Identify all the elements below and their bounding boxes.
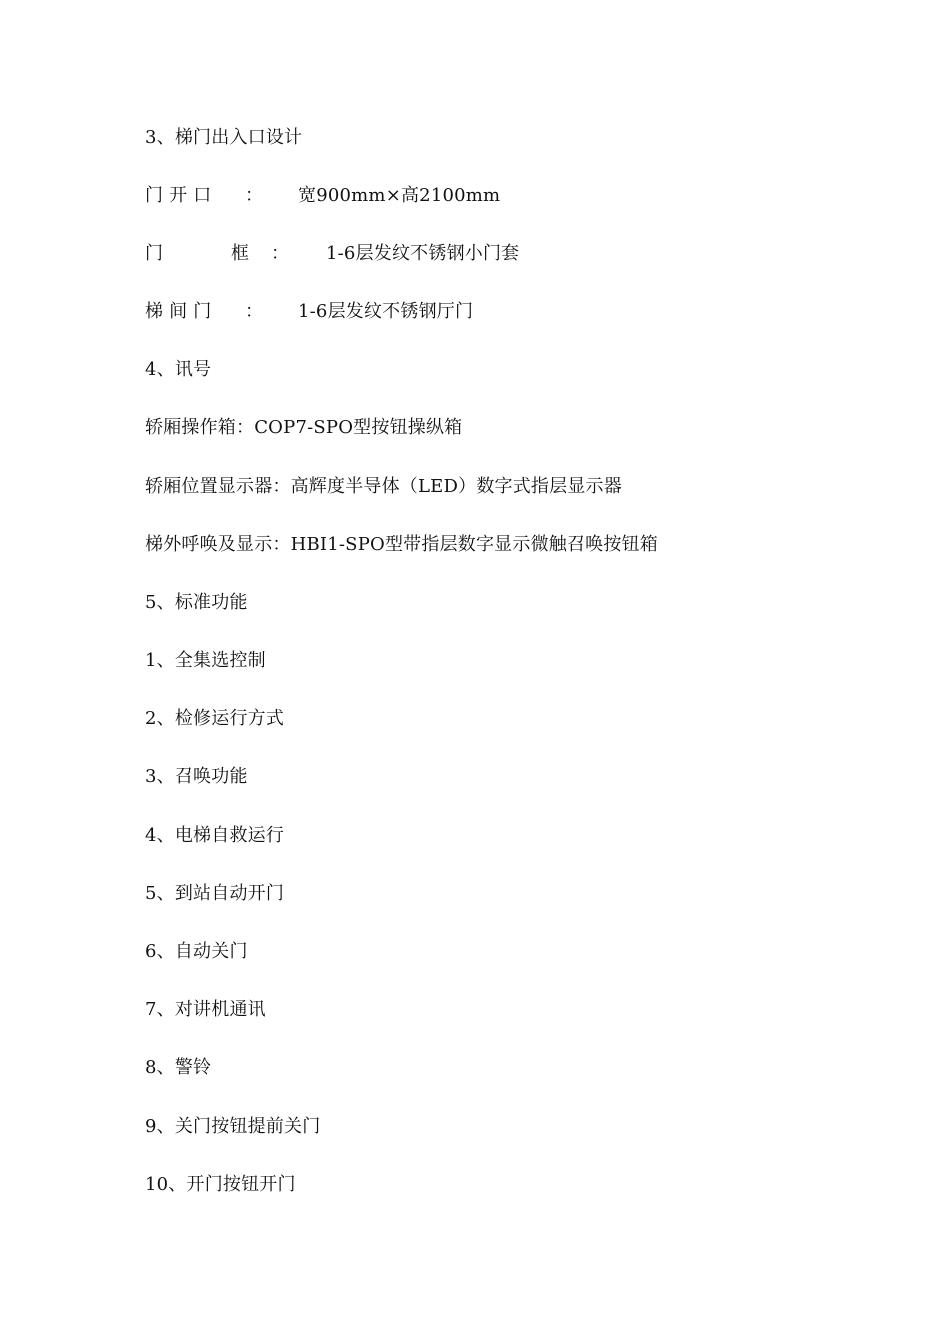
spec-row-landing-door [145, 301, 845, 323]
signal-line: 轿厢操作箱：COP7-SPO型按钮操纵箱 [145, 417, 463, 438]
spec-label-door-frame-char1: 门 [145, 243, 164, 264]
function-list-item: 2、检修运行方式 [145, 708, 285, 729]
function-list-item: 1、全集选控制 [145, 650, 266, 671]
spec-value-door-opening: 宽900mm×高2100mm [298, 185, 501, 206]
function-list-item: 7、对讲机通讯 [145, 999, 266, 1020]
spec-label-door-frame-char2: 框 [231, 243, 250, 264]
section-heading-standard-functions: 5、标准功能 [145, 592, 248, 613]
function-list-item: 3、召唤功能 [145, 766, 248, 787]
function-list-item: 6、自动关门 [145, 941, 248, 962]
spec-value-door-frame: 1-6层发纹不锈钢小门套 [326, 243, 520, 264]
function-list-item: 10、开门按钮开门 [145, 1174, 296, 1195]
function-list-item: 5、到站自动开门 [145, 883, 285, 904]
spec-value-landing-door: 1-6层发纹不锈钢厅门 [298, 301, 474, 322]
section-heading-door-entrance: 3、梯门出入口设计 [145, 127, 303, 148]
function-list-item: 9、关门按钮提前关门 [145, 1116, 321, 1137]
spec-label-landing-door: 梯 间 门 [145, 301, 212, 322]
signal-line: 轿厢位置显示器：高辉度半导体（LED）数字式指层显示器 [145, 476, 622, 497]
section-heading-signal: 4、讯号 [145, 359, 212, 380]
spec-colon: ： [245, 185, 264, 206]
spec-row-door-opening [145, 185, 845, 207]
spec-label-door-opening: 门 开 口 [145, 185, 212, 206]
function-list-item: 4、电梯自救运行 [145, 825, 285, 846]
function-list-item: 8、警铃 [145, 1057, 212, 1078]
spec-row-door-frame [145, 243, 845, 265]
signal-line: 梯外呼唤及显示：HBI1-SPO型带指层数字显示微触召唤按钮箱 [145, 534, 658, 555]
spec-colon: ： [271, 243, 290, 264]
spec-colon: ： [245, 301, 264, 322]
